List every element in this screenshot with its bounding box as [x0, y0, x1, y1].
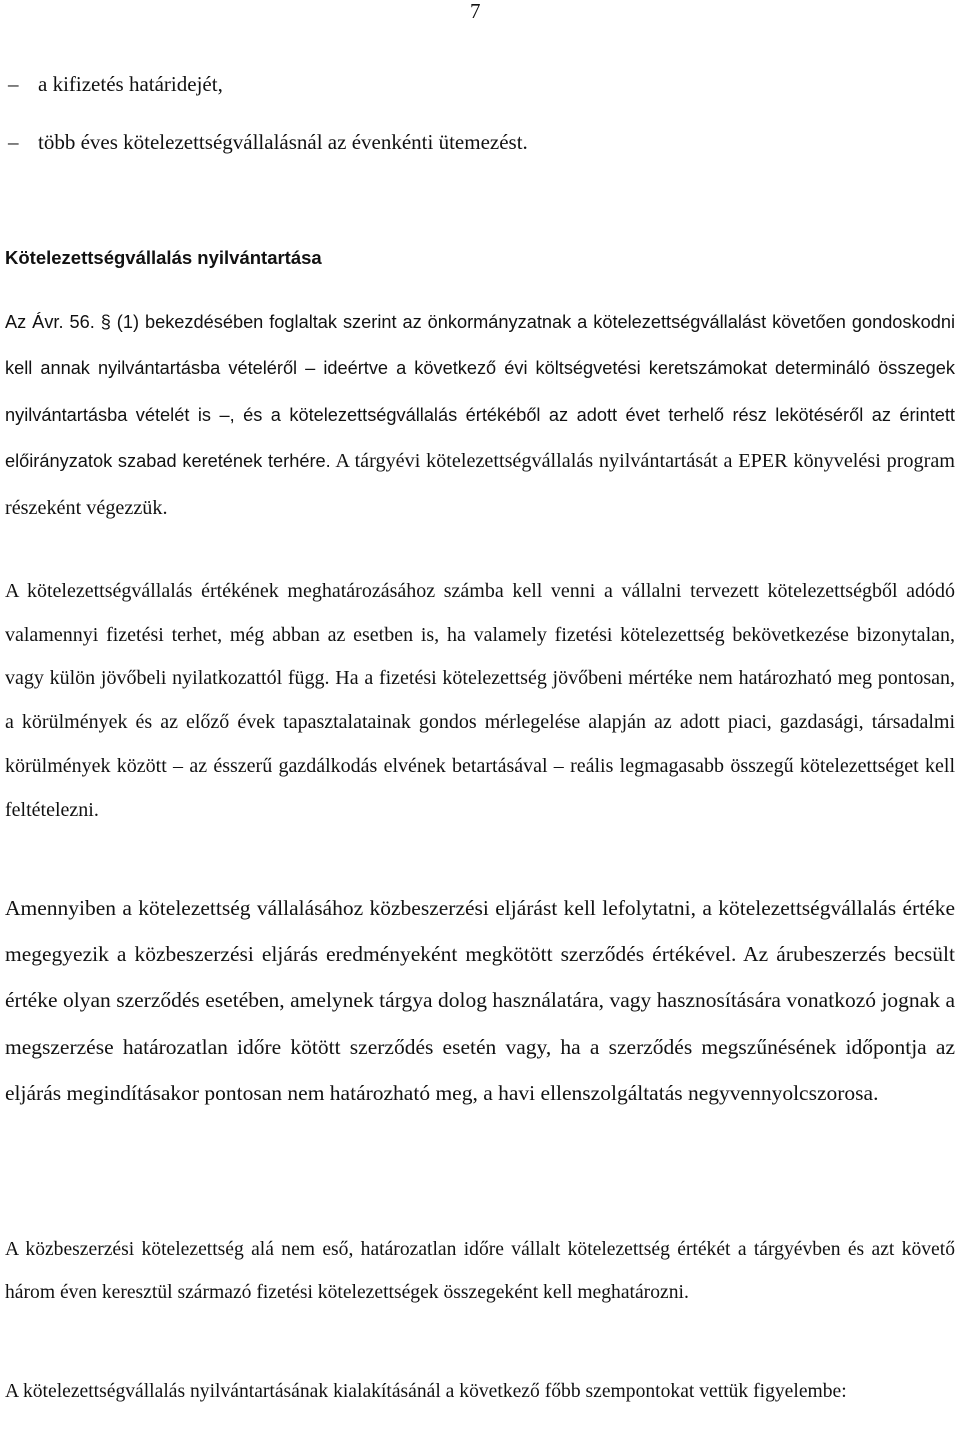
- paragraph-value-determination: A kötelezettségvállalás értékének meghatározásához számba kell venni a vállalni tervezett kötelezettségből adódó valamennyi fizetési terhet, még abban az esetben is, ha valamely fizetési kötelezettség bekövetkezése bizonytalan, vagy külön jövőbeli nyilatkozattól függ. Ha a fizetési kötelezettség jövőbeni mértéke nem határozható meg pontosan, a körülmények és az előző évek tapasztalatainak gondos mérlegelése alapján az adott piaci, gazdasági, társadalmi körülmények között – az ésszerű gazdálkodás elvének betartásával – reális legmagasabb összegű kötelezettséget kell feltételezni.: [5, 580, 955, 821]
- section-heading: Kötelezettségvállalás nyilvántartása: [5, 247, 322, 268]
- list-item: [8, 129, 528, 155]
- list-item: [8, 71, 223, 97]
- paragraph-indefinite-commitment: A közbeszerzési kötelezettség alá nem eső, határozatlan időre vállalt kötelezettség értékét a tárgyévben és azt követő három éven keresztül származó fizetési kötelezettségek összegeként kell meghatározni.: [5, 1239, 955, 1304]
- paragraph-avr: [5, 300, 955, 532]
- list-dash: –: [8, 130, 19, 154]
- paragraph-avr-tail: A tárgyévi kötelezettségvállalás nyilvántartását a EPER könyvelési program részeként végezzük.: [5, 450, 955, 519]
- list-item-text: a kifizetés határidejét,: [38, 72, 223, 96]
- paragraph-public-procurement: Amennyiben a kötelezettség vállalásához közbeszerzési eljárást kell lefolytatni, a kötelezettségvállalás értéke megegyezik a közbeszerzési eljárás eredményeként megkötött szerződés értékével. Az árubeszerzés becsült értéke olyan szerződés esetében, amelynek tárgya dolog használatára, vagy hasznosítására vonatkozó jognak a megszerzése határozatlan időre kötött szerződés esetén vagy, ha a szerződés megszűnésének időpontja az eljárás megindításakor pontosan nem határozható meg, a havi ellenszolgáltatás negyvennyolcszorosa.: [5, 896, 955, 1105]
- list-dash: –: [8, 72, 19, 96]
- paragraph-avr-text: Az Ávr. 56. § (1) bekezdésében foglaltak szerint az önkormányzatnak a kötelezettségvállalást követően gondoskodni kell annak nyilvántartásba vételéről – ideértve a következő évi költségvetési keretszámokat determináló összegek nyilvántartásba vételét is –, és a kötelezettségvállalás értékéből az adott évet terhelő rész lekötéséről az érintett előirányzatok szabad keretének terhére.: [5, 312, 955, 472]
- page-number: 7: [470, 0, 481, 23]
- list-item-text: több éves kötelezettségvállalásnál az évenkénti ütemezést.: [38, 130, 528, 154]
- paragraph-criteria-intro: A kötelezettségvállalás nyilvántartásának kialakításánál a következő főbb szempontokat vettük figyelembe:: [5, 1381, 847, 1402]
